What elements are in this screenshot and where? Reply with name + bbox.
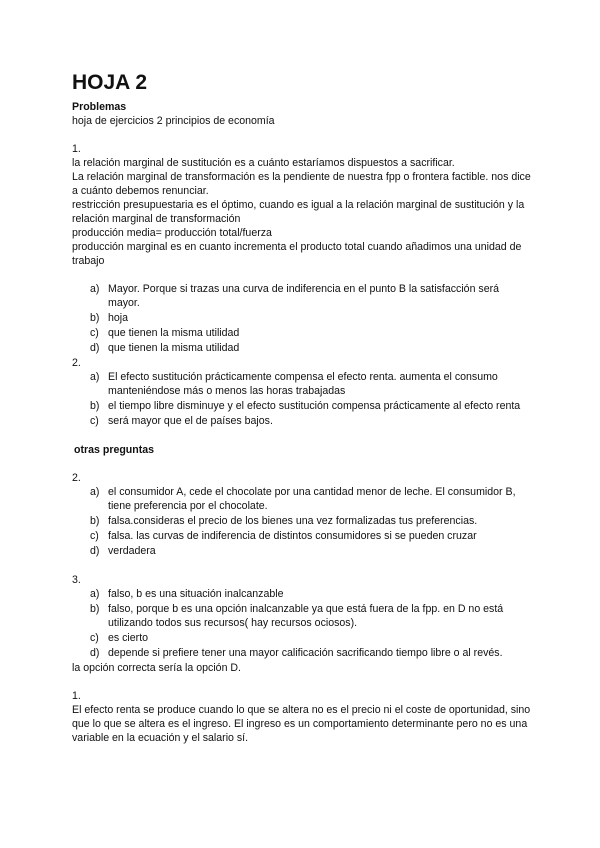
question-number: 1.: [72, 690, 81, 702]
list-marker: a): [90, 486, 100, 498]
part1-number: 1.: [72, 143, 81, 155]
question-number: 3.: [72, 574, 81, 586]
list-item-text: verdadera: [108, 545, 156, 557]
list-item-text: el tiempo libre disminuye y el efecto sustitución compensa prácticamente al efecto renta: [108, 400, 521, 412]
paragraph: restricción presupuestaria es el óptimo, cuando es igual a la relación marginal de sustitución y la relación marginal de transformación: [72, 199, 525, 225]
list-item: [72, 602, 532, 630]
conclusion-text: la opción correcta sería la opción D.: [72, 662, 241, 674]
paragraph: producción marginal es en cuanto incrementa el producto total cuando añadimos una unidad de trabajo: [72, 241, 522, 267]
list-item: [72, 587, 532, 601]
list-item-text: falso, b es una situación inalcanzable: [108, 588, 284, 600]
part2-number: 2.: [72, 357, 81, 369]
subtitle: Problemas: [72, 101, 127, 113]
list-marker: c): [90, 327, 99, 339]
list-item-text: el consumidor A, cede el chocolate por una cantidad menor de leche. El consumidor B, tiene preferencia por el chocolate.: [108, 486, 516, 512]
list-marker: c): [90, 530, 99, 542]
list-marker: d): [90, 342, 100, 354]
list-marker: d): [90, 545, 100, 557]
list-marker: c): [90, 415, 99, 427]
list-item-text: Mayor. Porque si trazas una curva de indiferencia en el punto B la satisfacción será mayor.: [108, 283, 500, 309]
list-item: [72, 399, 532, 413]
question-number: 2.: [72, 472, 81, 484]
list-item: [72, 326, 532, 340]
list-marker: b): [90, 400, 100, 412]
list-marker: c): [90, 632, 99, 644]
list-item: [72, 544, 532, 558]
list-item-text: es cierto: [108, 632, 149, 644]
list-item: [72, 311, 532, 325]
list-item-text: El efecto sustitución prácticamente compensa el efecto renta. aumenta el consumo manteniéndose más o menos las horas trabajadas: [108, 371, 498, 397]
list-item: [72, 414, 532, 428]
part1-answer-list: [72, 282, 532, 355]
list-item-text: falso, porque b es una opción inalcanzable ya que está fuera de la fpp. en D no está utilizando todos sus recursos( hay recursos ociosos).: [108, 603, 504, 629]
list-item: [72, 341, 532, 355]
list-marker: b): [90, 312, 100, 324]
list-item-text: que tienen la misma utilidad: [108, 327, 240, 339]
list-item-text: falsa. las curvas de indiferencia de distintos consumidores si se pueden cruzar: [108, 530, 477, 542]
list-marker: d): [90, 647, 100, 659]
list-item: [72, 514, 532, 528]
list-item-text: que tienen la misma utilidad: [108, 342, 240, 354]
list-item: [72, 282, 532, 310]
intro-text: hoja de ejercicios 2 principios de economía: [72, 115, 275, 127]
document-page: [72, 72, 532, 745]
list-marker: b): [90, 515, 100, 527]
list-item: [72, 370, 532, 398]
list-item: [72, 631, 532, 645]
paragraph: producción media= producción total/fuerza: [72, 227, 272, 239]
paragraph: El efecto renta se produce cuando lo que se altera no es el precio ni el coste de oportunidad, sino que lo que se altera es el ingreso. El ingreso es un comportamiento determinante pero no es una variable en la ecuación y el salario sí.: [72, 704, 531, 744]
list-marker: a): [90, 283, 100, 295]
list-marker: a): [90, 371, 100, 383]
list-item: [72, 485, 532, 513]
list-marker: b): [90, 603, 100, 615]
paragraph: la relación marginal de sustitución es a cuánto estaríamos dispuestos a sacrificar.: [72, 157, 455, 169]
q3-answer-list: [72, 587, 532, 660]
list-item-text: depende si prefiere tener una mayor calificación sacrificando tiempo libre o al revés.: [108, 647, 503, 659]
list-item-text: hoja: [108, 312, 129, 324]
q2-answer-list: [72, 485, 532, 558]
list-marker: a): [90, 588, 100, 600]
paragraph: La relación marginal de transformación es la pendiente de nuestra fpp o frontera factible. nos dice a cuánto debemos renunciar.: [72, 171, 531, 197]
page-title: HOJA 2: [72, 71, 148, 94]
list-item: [72, 646, 532, 660]
list-item-text: falsa.consideras el precio de los bienes una vez formalizadas tus preferencias.: [108, 515, 478, 527]
list-item-text: será mayor que el de países bajos.: [108, 415, 273, 427]
list-item: [72, 529, 532, 543]
part2-answer-list: [72, 370, 532, 428]
section-heading: otras preguntas: [74, 444, 155, 456]
